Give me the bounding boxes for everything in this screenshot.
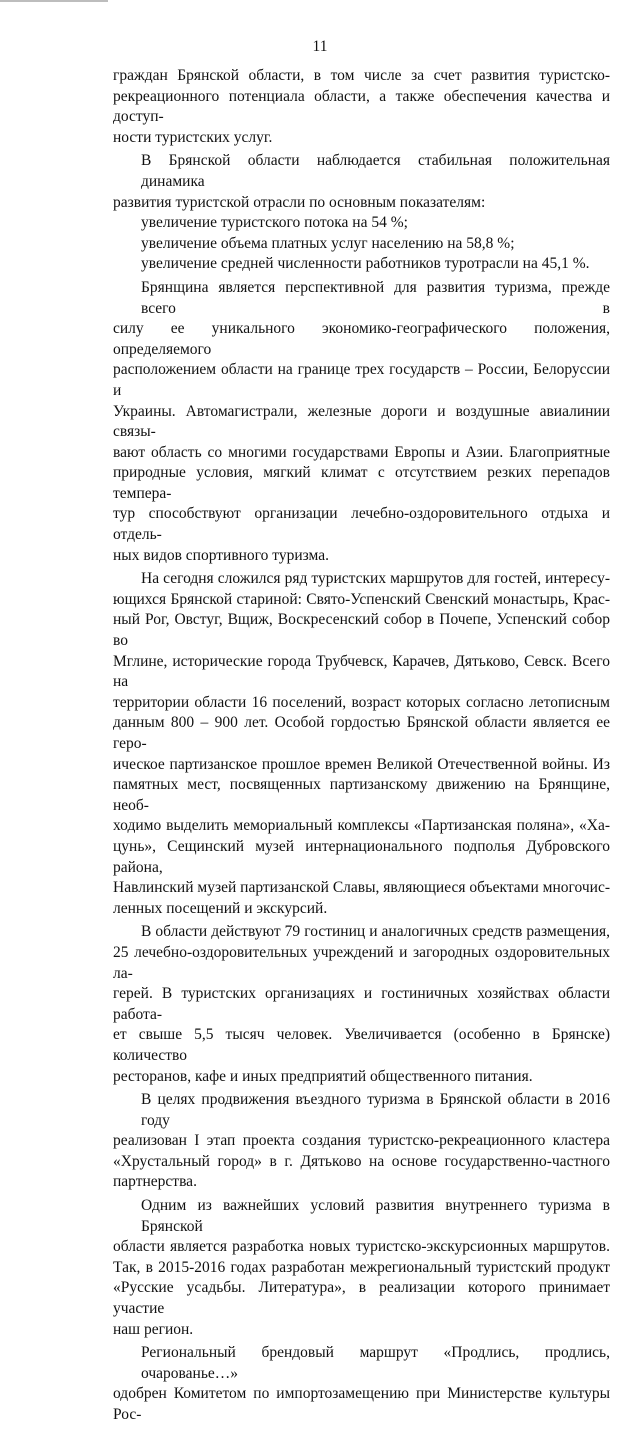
text-line: цунь», Сещинский музей интернационального подполья Дубровского района, — [113, 837, 610, 876]
text-line: реализован I этап проекта создания туристско-рекреационного кластера — [113, 1132, 610, 1150]
indicator-list — [113, 213, 610, 275]
text-line: В Брянской области наблюдается стабильная положительная динамика — [141, 152, 610, 190]
text-line: ных видов спортивного туризма. — [113, 546, 330, 564]
text-line: рекреационного потенциала области, а также обеспечения качества и доступ- — [113, 87, 610, 126]
text-line: одобрен Комитетом по импортозамещению при Министерстве культуры Рос- — [113, 1385, 610, 1423]
text-line: В области действуют 79 гостиниц и аналогичных средств размещения, — [141, 923, 610, 941]
paragraph-continuation — [113, 66, 610, 148]
paragraph-geography — [113, 278, 610, 566]
text-line: расположением области на границе трех государств – России, Белоруссии и — [113, 361, 610, 399]
text-line: «Хрустальный город» в г. Дятьково на основе государственно-частного — [113, 1152, 610, 1170]
text-line: ходимо выделить мемориальный комплексы «Партизанская поляна», «Ха- — [113, 817, 610, 835]
text-line: тур способствуют организации лечебно-оздоровительного отдыха и отдель- — [113, 505, 610, 544]
text-line: наш регион. — [113, 1320, 194, 1338]
text-line: памятных мест, посвященных партизанскому движению на Брянщине, необ- — [113, 776, 610, 814]
text-line: ическое партизанское прошлое времен Великой Отечественной войны. Из — [113, 755, 610, 773]
paragraph-new-routes — [113, 1196, 610, 1340]
text-line: ности туристских услуг. — [113, 128, 273, 146]
text-line: вают область со многими государствами Европы и Азии. Благоприятные — [113, 443, 610, 461]
text-line: ет свыше 5,5 тысяч человек. Увеличивается (особенно в Брянске) количество — [113, 1026, 610, 1064]
list-item: увеличение средней численности работников туротрасли на 45,1 %. — [141, 255, 590, 273]
text-line: области является разработка новых туристско-экскурсионных маршрутов. — [113, 1238, 610, 1256]
text-line: герей. В туристских организациях и гостиничных хозяйствах области работа- — [113, 985, 610, 1023]
paragraph-brand-route — [113, 1343, 610, 1425]
text-line: Одним из важнейших условий развития внутреннего туризма в Брянской — [141, 1197, 610, 1235]
text-line: Так, в 2015-2016 годах разработан межрегиональный туристский продукт — [113, 1258, 610, 1276]
text-line: 25 лечебно-оздоровительных учреждений и загородных оздоровительных ла- — [113, 943, 610, 982]
paragraph-cluster — [113, 1090, 610, 1193]
text-line: В целях продвижения въездного туризма в Брянской области в 2016 году — [141, 1091, 610, 1129]
text-line: Региональный брендовый маршрут «Продлись, продлись, очарованье…» — [141, 1344, 610, 1382]
text-line: партнерства. — [113, 1173, 197, 1191]
text-line: граждан Брянской области, в том числе за счет развития туристско- — [113, 67, 610, 84]
text-line: природные условия, мягкий климат с отсутствием резких перепадов темпера- — [113, 464, 610, 502]
text-line: ный Рог, Овстуг, Вщиж, Воскресенский собор в Почепе, Успенский собор во — [113, 611, 610, 650]
page-number: 11 — [312, 38, 328, 55]
paragraph-dynamics — [113, 151, 610, 213]
text-line: силу ее уникального экономико-географического положения, определяемого — [113, 320, 610, 358]
text-line: ленных посещений и экскурсий. — [113, 899, 328, 917]
list-item: увеличение объема платных услуг населению на 58,8 %; — [141, 234, 515, 252]
top-edge-rule — [0, 0, 108, 2]
text-line: «Русские усадьбы. Литература», в реализации которого принимает участие — [113, 1279, 610, 1318]
text-line: развития туристской отрасли по основным показателям: — [113, 193, 486, 211]
list-item: увеличение туристского потока на 54 %; — [141, 214, 408, 232]
text-line: Брянщина является перспективной для развития туризма, прежде всего в — [141, 278, 610, 317]
text-line: Мглине, исторические города Трубчевск, Карачев, Дятьково, Севск. Всего на — [113, 652, 610, 691]
text-line: Навлинский музей партизанской Славы, являющиеся объектами многочис- — [113, 879, 610, 897]
text-line: ресторанов, кафе и иных предприятий общественного питания. — [113, 1067, 533, 1085]
text-line: На сегодня сложился ряд туристских маршрутов для гостей, интересу- — [141, 570, 610, 588]
text-line: Украины. Автомагистрали, железные дороги и воздушные авиалинии связы- — [113, 402, 610, 441]
document-body — [113, 66, 610, 1429]
text-line: территории области 16 поселений, возраст которых согласно летописным — [113, 693, 610, 711]
text-line: данным 800 – 900 лет. Особой гордостью Брянской области является ее геро- — [113, 714, 610, 752]
paragraph-routes — [113, 569, 610, 919]
text-line: ющихся Брянской стариной: Свято-Успенский Свенский монастырь, Крас- — [113, 590, 610, 608]
paragraph-accommodation — [113, 922, 610, 1087]
